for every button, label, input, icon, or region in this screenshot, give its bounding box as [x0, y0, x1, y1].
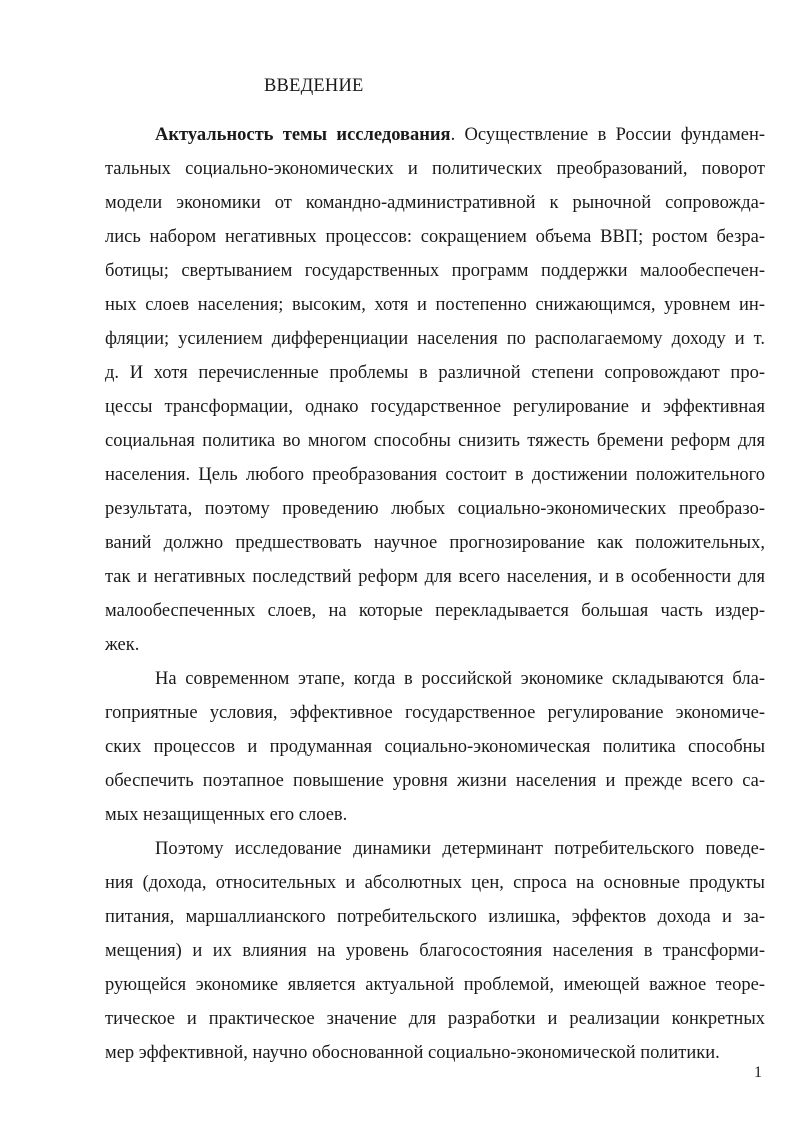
paragraph-1-line: тальных социально-экономических и политических преобразований, поворот [105, 159, 765, 179]
paragraph-1-line: жек. [105, 635, 140, 655]
paragraph-1-line: социальная политика во многом способны снизить тяжесть бремени реформ для [105, 431, 765, 451]
page-number: 1 [754, 1064, 762, 1081]
paragraph-1-line: лись набором негативных процессов: сокращением объема ВВП; ростом безра- [105, 227, 765, 247]
paragraph-1-line: населения. Цель любого преобразования состоит в достижении положительного [105, 465, 765, 485]
paragraph-2-line: обеспечить поэтапное повышение уровня жизни населения и прежде всего са- [105, 771, 765, 791]
paragraph-1-line: модели экономики от командно-административной к рыночной сопровожда- [105, 193, 765, 213]
paragraph-2-line: мых незащищенных его слоев. [105, 805, 348, 825]
paragraph-1-line: д. И хотя перечисленные проблемы в различной степени сопровождают про- [105, 363, 765, 383]
paragraph-1-line: малообеспеченных слоев, на которые перекладывается большая часть издер- [105, 601, 765, 621]
paragraph-1-line: цессы трансформации, однако государственное регулирование и эффективная [105, 397, 765, 417]
paragraph-3-line: питания, маршаллианского потребительского излишка, эффектов дохода и за- [105, 907, 765, 927]
paragraph-1-line [155, 124, 765, 146]
paragraph-1-line: так и негативных последствий реформ для всего населения, и в особенности для [105, 567, 765, 587]
section-heading: ВВЕДЕНИЕ [264, 76, 364, 96]
paragraph-1-line: результата, поэтому проведению любых социально-экономических преобразо- [105, 499, 765, 519]
paragraph-3-line: Поэтому исследование динамики детерминант потребительского поведе- [155, 839, 765, 859]
paragraph-3-line: тическое и практическое значение для разработки и реализации конкретных [105, 1009, 765, 1029]
paragraph-1-line: ваний должно предшествовать научное прогнозирование как положительных, [105, 533, 765, 553]
topic-relevance-label: Актуальность темы исследования [155, 125, 451, 145]
paragraph-3-line: мер эффективной, научно обоснованной социально-экономической политики. [105, 1043, 720, 1063]
paragraph-3-line: рующейся экономике является актуальной проблемой, имеющей важное теоре- [105, 975, 765, 995]
paragraph-2-line: ских процессов и продуманная социально-экономическая политика способны [105, 737, 765, 757]
paragraph-1-line: фляции; усилением дифференциации населения по располагаемому доходу и т. [105, 329, 765, 349]
paragraph-3-line: мещения) и их влияния на уровень благосостояния населения в трансформи- [105, 941, 765, 961]
paragraph-2-line: гоприятные условия, эффективное государственное регулирование экономиче- [105, 703, 765, 723]
paragraph-1-line: ботицы; свертыванием государственных программ поддержки малообеспечен- [105, 261, 765, 281]
paragraph-3-line: ния (дохода, относительных и абсолютных цен, спроса на основные продукты [105, 873, 765, 893]
paragraph-1-lead-text: . Осуществление в России фундамен- [450, 125, 766, 145]
paragraph-2-line: На современном этапе, когда в российской экономике складываются бла- [155, 669, 765, 689]
paragraph-1-line: ных слоев населения; высоким, хотя и постепенно снижающимся, уровнем ин- [105, 295, 765, 315]
